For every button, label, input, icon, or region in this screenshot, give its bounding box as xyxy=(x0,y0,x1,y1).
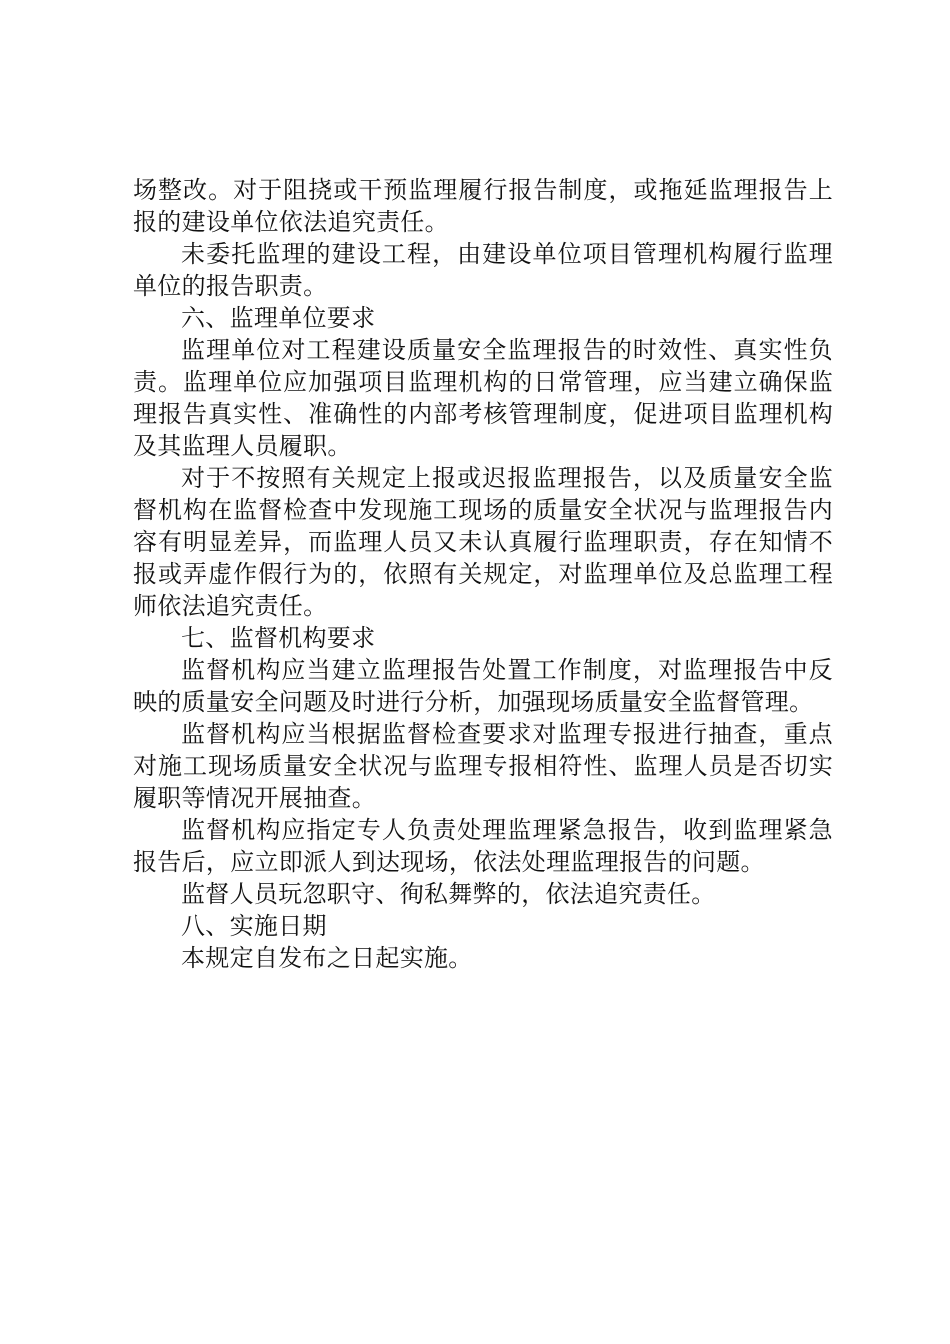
section-heading-7: 七、监督机构要求 xyxy=(181,624,376,652)
paragraph: 本规定自发布之日起实施。 xyxy=(181,944,473,972)
paragraph-continued: 场整改。对于阻挠或干预监理履行报告制度，或拖延监理报告上报的建设单位依法追究责任。 xyxy=(133,176,833,236)
paragraph: 监督机构应指定专人负责处理监理紧急报告，收到监理紧急报告后，应立即派人到达现场，依法处理监理报告的问题。 xyxy=(133,816,833,876)
section-heading-6: 六、监理单位要求 xyxy=(181,304,376,332)
paragraph: 未委托监理的建设工程，由建设单位项目管理机构履行监理单位的报告职责。 xyxy=(133,240,833,300)
paragraph: 对于不按照有关规定上报或迟报监理报告，以及质量安全监督机构在监督检查中发现施工现场的质量安全状况与监理报告内容有明显差异，而监理人员又未认真履行监理职责，存在知情不报或弄虚作假行为的，依照有关规定，对监理单位及总监理工程师依法追究责任。 xyxy=(133,464,833,620)
paragraph: 监督机构应当根据监督检查要求对监理专报进行抽查，重点对施工现场质量安全状况与监理专报相符性、监理人员是否切实履职等情况开展抽查。 xyxy=(133,720,833,812)
paragraph: 监督机构应当建立监理报告处置工作制度，对监理报告中反映的质量安全问题及时进行分析，加强现场质量安全监督管理。 xyxy=(133,656,833,716)
paragraph: 监理单位对工程建设质量安全监理报告的时效性、真实性负责。监理单位应加强项目监理机构的日常管理，应当建立确保监理报告真实性、准确性的内部考核管理制度，促进项目监理机构及其监理人员履职。 xyxy=(133,336,833,460)
document-body xyxy=(133,174,833,974)
paragraph: 监督人员玩忽职守、徇私舞弊的，依法追究责任。 xyxy=(181,880,716,908)
section-heading-8: 八、实施日期 xyxy=(181,912,327,940)
